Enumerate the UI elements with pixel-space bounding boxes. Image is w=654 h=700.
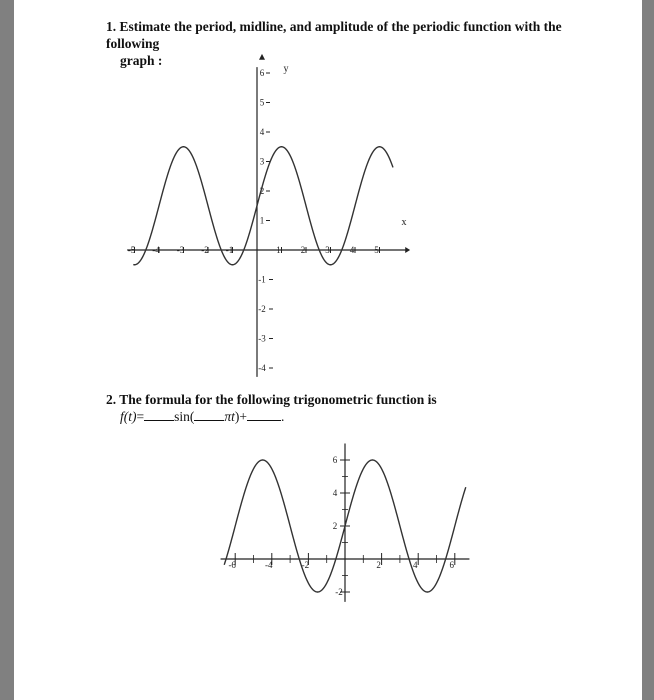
x-tick-label: 3 [325,245,330,255]
question-1-text-line1: Estimate the period, midline, and amplitude of the periodic function with the following [106,19,562,51]
y-tick-label: 4 [332,488,338,498]
formula-end: . [281,409,285,424]
x-axis-label: x [401,217,407,228]
x-tick-label: -3 [176,245,185,255]
y-tick-label: 6 [259,68,265,78]
x-tick-label: 4 [412,560,418,570]
y-tick-label: 2 [332,521,338,531]
y-axis-label: y [283,63,289,75]
x-tick-label: 2 [376,560,381,570]
formula-pi-t: πt [224,409,235,424]
y-tick-label: 1 [259,215,265,226]
y-tick-label: -4 [258,363,266,373]
x-tick-label: 2 [300,245,306,255]
x-tick-label: 6 [449,560,455,570]
question-2-text: The formula for the following trigonometric function is [119,392,437,407]
y-tick-label: -1 [258,274,266,285]
formula-equals: = [136,409,145,424]
question-1-text-line2: graph : [120,53,163,68]
formula-close: )+ [234,409,247,424]
question-1-number: 1. [106,19,117,34]
formula-function: f(t) [120,409,137,424]
x-tick-label: -1 [225,245,234,255]
y-tick-label: -2 [258,304,266,314]
y-tick-label: -3 [258,333,266,344]
x-tick-label: -5 [127,245,136,255]
question-2-number: 2. [106,392,117,407]
x-tick-label: -6 [228,560,236,570]
y-tick-label: 3 [259,156,265,167]
x-tick-label: -2 [301,560,310,570]
y-tick-label: 5 [259,97,265,108]
x-tick-label: 1 [276,245,281,255]
formula-sin: sin( [174,409,195,424]
y-tick-label: 4 [259,127,265,137]
x-tick-label: -2 [201,245,209,255]
x-tick-label: 4 [349,245,355,255]
y-tick-label: 6 [332,455,338,465]
x-tick-label: -4 [152,245,160,255]
y-tick-label: -2 [335,587,343,597]
y-tick-label: 2 [259,186,265,196]
x-tick-label: -4 [265,560,273,570]
x-tick-label: 5 [374,245,379,255]
